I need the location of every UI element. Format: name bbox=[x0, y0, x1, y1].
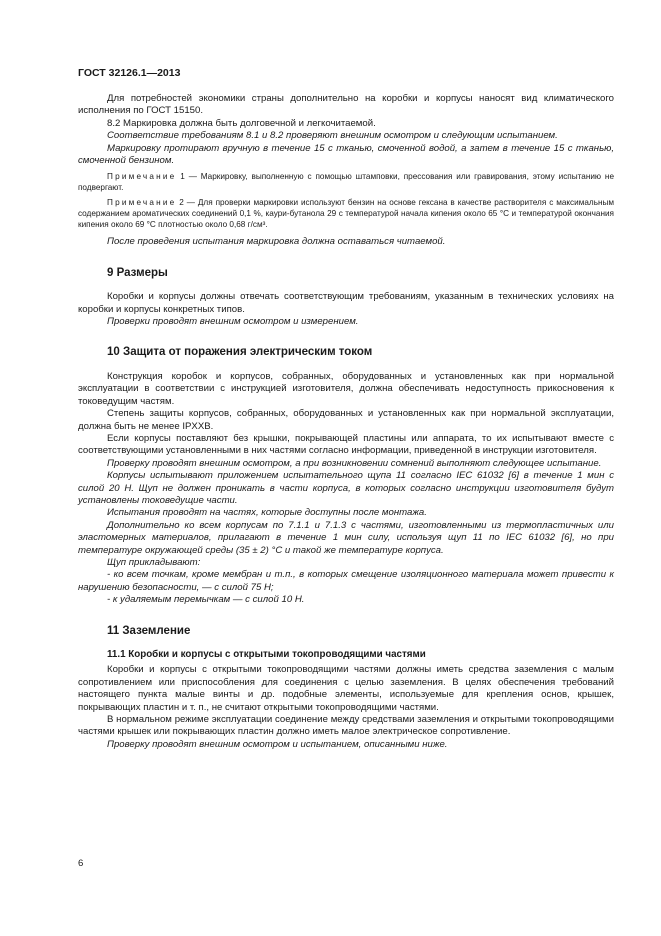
paragraph: Дополнительно ко всем корпусам по 7.1.1 и 7.1.3 с частями, изготовленными из термопластичных или эластомерных материалов, прилагают в течение 1 мин силу, используя щуп 11 по IEC 61032 [6], но при температуре окружающей среды (35 ± 2) °С и такой же температуре корпуса. bbox=[78, 519, 614, 556]
document-body bbox=[78, 93, 614, 751]
paragraph: Проверку проводят внешним осмотром, а при возникновении сомнений выполняют следующее испытание. bbox=[107, 457, 602, 469]
document-header: ГОСТ 32126.1—2013 bbox=[78, 67, 181, 79]
paragraph: Коробки и корпусы должны отвечать соответствующим требованиям, указанным в технических условиях на коробки и корпусы конкретных типов. bbox=[78, 291, 614, 315]
subsection-11-1-title: 11.1 Коробки и корпусы с открытыми токопроводящими частями bbox=[107, 649, 426, 660]
note-label: Примечание bbox=[107, 172, 177, 182]
note-1 bbox=[78, 171, 614, 193]
paragraph: Если корпусы поставляют без крышки, покрывающей пластины или аппарата, то их испытывают вместе с соответствующими установленными в них частями согласно информации, приведенной в инструкции изготовителя. bbox=[78, 432, 614, 457]
paragraph: Проверку проводят внешним осмотром и испытанием, описанными ниже. bbox=[107, 738, 448, 750]
section-11-title: 11 Заземление bbox=[107, 624, 191, 637]
paragraph: Степень защиты корпусов, собранных, оборудованных и установленных как при нормальной эксплуатации, должна быть не менее IPXXB. bbox=[78, 408, 614, 432]
paragraph: После проведения испытания маркировка должна оставаться читаемой. bbox=[107, 236, 446, 248]
section-9-title: 9 Размеры bbox=[107, 266, 168, 279]
note-text: 1 — Маркировку, выполненную с помощью штамповки, прессования или гравирования, этому испытанию не подвергают. bbox=[78, 172, 614, 193]
paragraph: Коробки и корпусы с открытыми токопроводящими частями должны иметь средства заземления с малым сопротивлением или приспособления для соединения с целью заземления. В целях обеспечения требований настоящего пункта малые винты и др. подобные элементы, используемые для крепления основ, крышек, покрывающих пластин и т. п., не считают открытыми токопроводящими частями. bbox=[78, 664, 614, 713]
paragraph: Щуп прикладывают: bbox=[107, 556, 201, 568]
paragraph: Проверки проводят внешним осмотром и измерением. bbox=[107, 316, 359, 328]
list-item: - ко всем точкам, кроме мембран и т.п., в которых смещение изоляционного материала может привести к нарушению безопасности, — с силой 75 Н; bbox=[78, 569, 614, 593]
paragraph: Конструкция коробок и корпусов, собранных, оборудованных и установленных как при нормальной эксплуатации в соответствии с инструкцией изготовителя, должна обеспечивать недоступность прикосновения к токоведущим частям. bbox=[78, 370, 614, 407]
note-2 bbox=[78, 197, 614, 230]
list-item: - к удаляемым перемычкам — с силой 10 Н. bbox=[107, 594, 305, 606]
paragraph: Для потребностей экономики страны дополнительно на коробки и корпусы наносят вид климатического исполнения по ГОСТ 15150. bbox=[78, 93, 614, 117]
paragraph: В нормальном режиме эксплуатации соединение между средствами заземления и открытыми токопроводящими частями крышек или покрывающих пластин должно иметь малое электрическое сопротивление. bbox=[78, 714, 614, 738]
note-label: Примечание bbox=[107, 198, 177, 208]
note-text: 2 — Для проверки маркировки используют бензин на основе гексана в качестве растворителя с максимальным содержанием ароматических соединений 0,1 %, каури-бутанола 29 с температурой начала кипения около 65 °С и температурой окончания кипения около 69 °С плотностью около 0,68 г/см³. bbox=[78, 198, 614, 230]
page-number: 6 bbox=[78, 858, 84, 869]
paragraph: Маркировку протирают вручную в течение 15 с тканью, смоченной водой, а затем в течение 15 с тканью, смоченной бензином. bbox=[78, 142, 614, 167]
paragraph: Испытания проводят на частях, которые доступны после монтажа. bbox=[107, 507, 427, 519]
section-10-title: 10 Защита от поражения электрическим током bbox=[107, 346, 373, 359]
paragraph: Корпусы испытывают приложением испытательного щупа 11 согласно IEC 61032 [6] в течение 1 мин с силой 20 Н. Щуп не должен проникать в части корпуса, в которых согласно инструкции изготовителя будут установлены токоведущие части. bbox=[78, 470, 614, 506]
paragraph: Соответствие требованиям 8.1 и 8.2 проверяют внешним осмотром и следующим испытанием. bbox=[107, 130, 558, 142]
clause-8-2: 8.2 Маркировка должна быть долговечной и легкочитаемой. bbox=[107, 117, 376, 129]
